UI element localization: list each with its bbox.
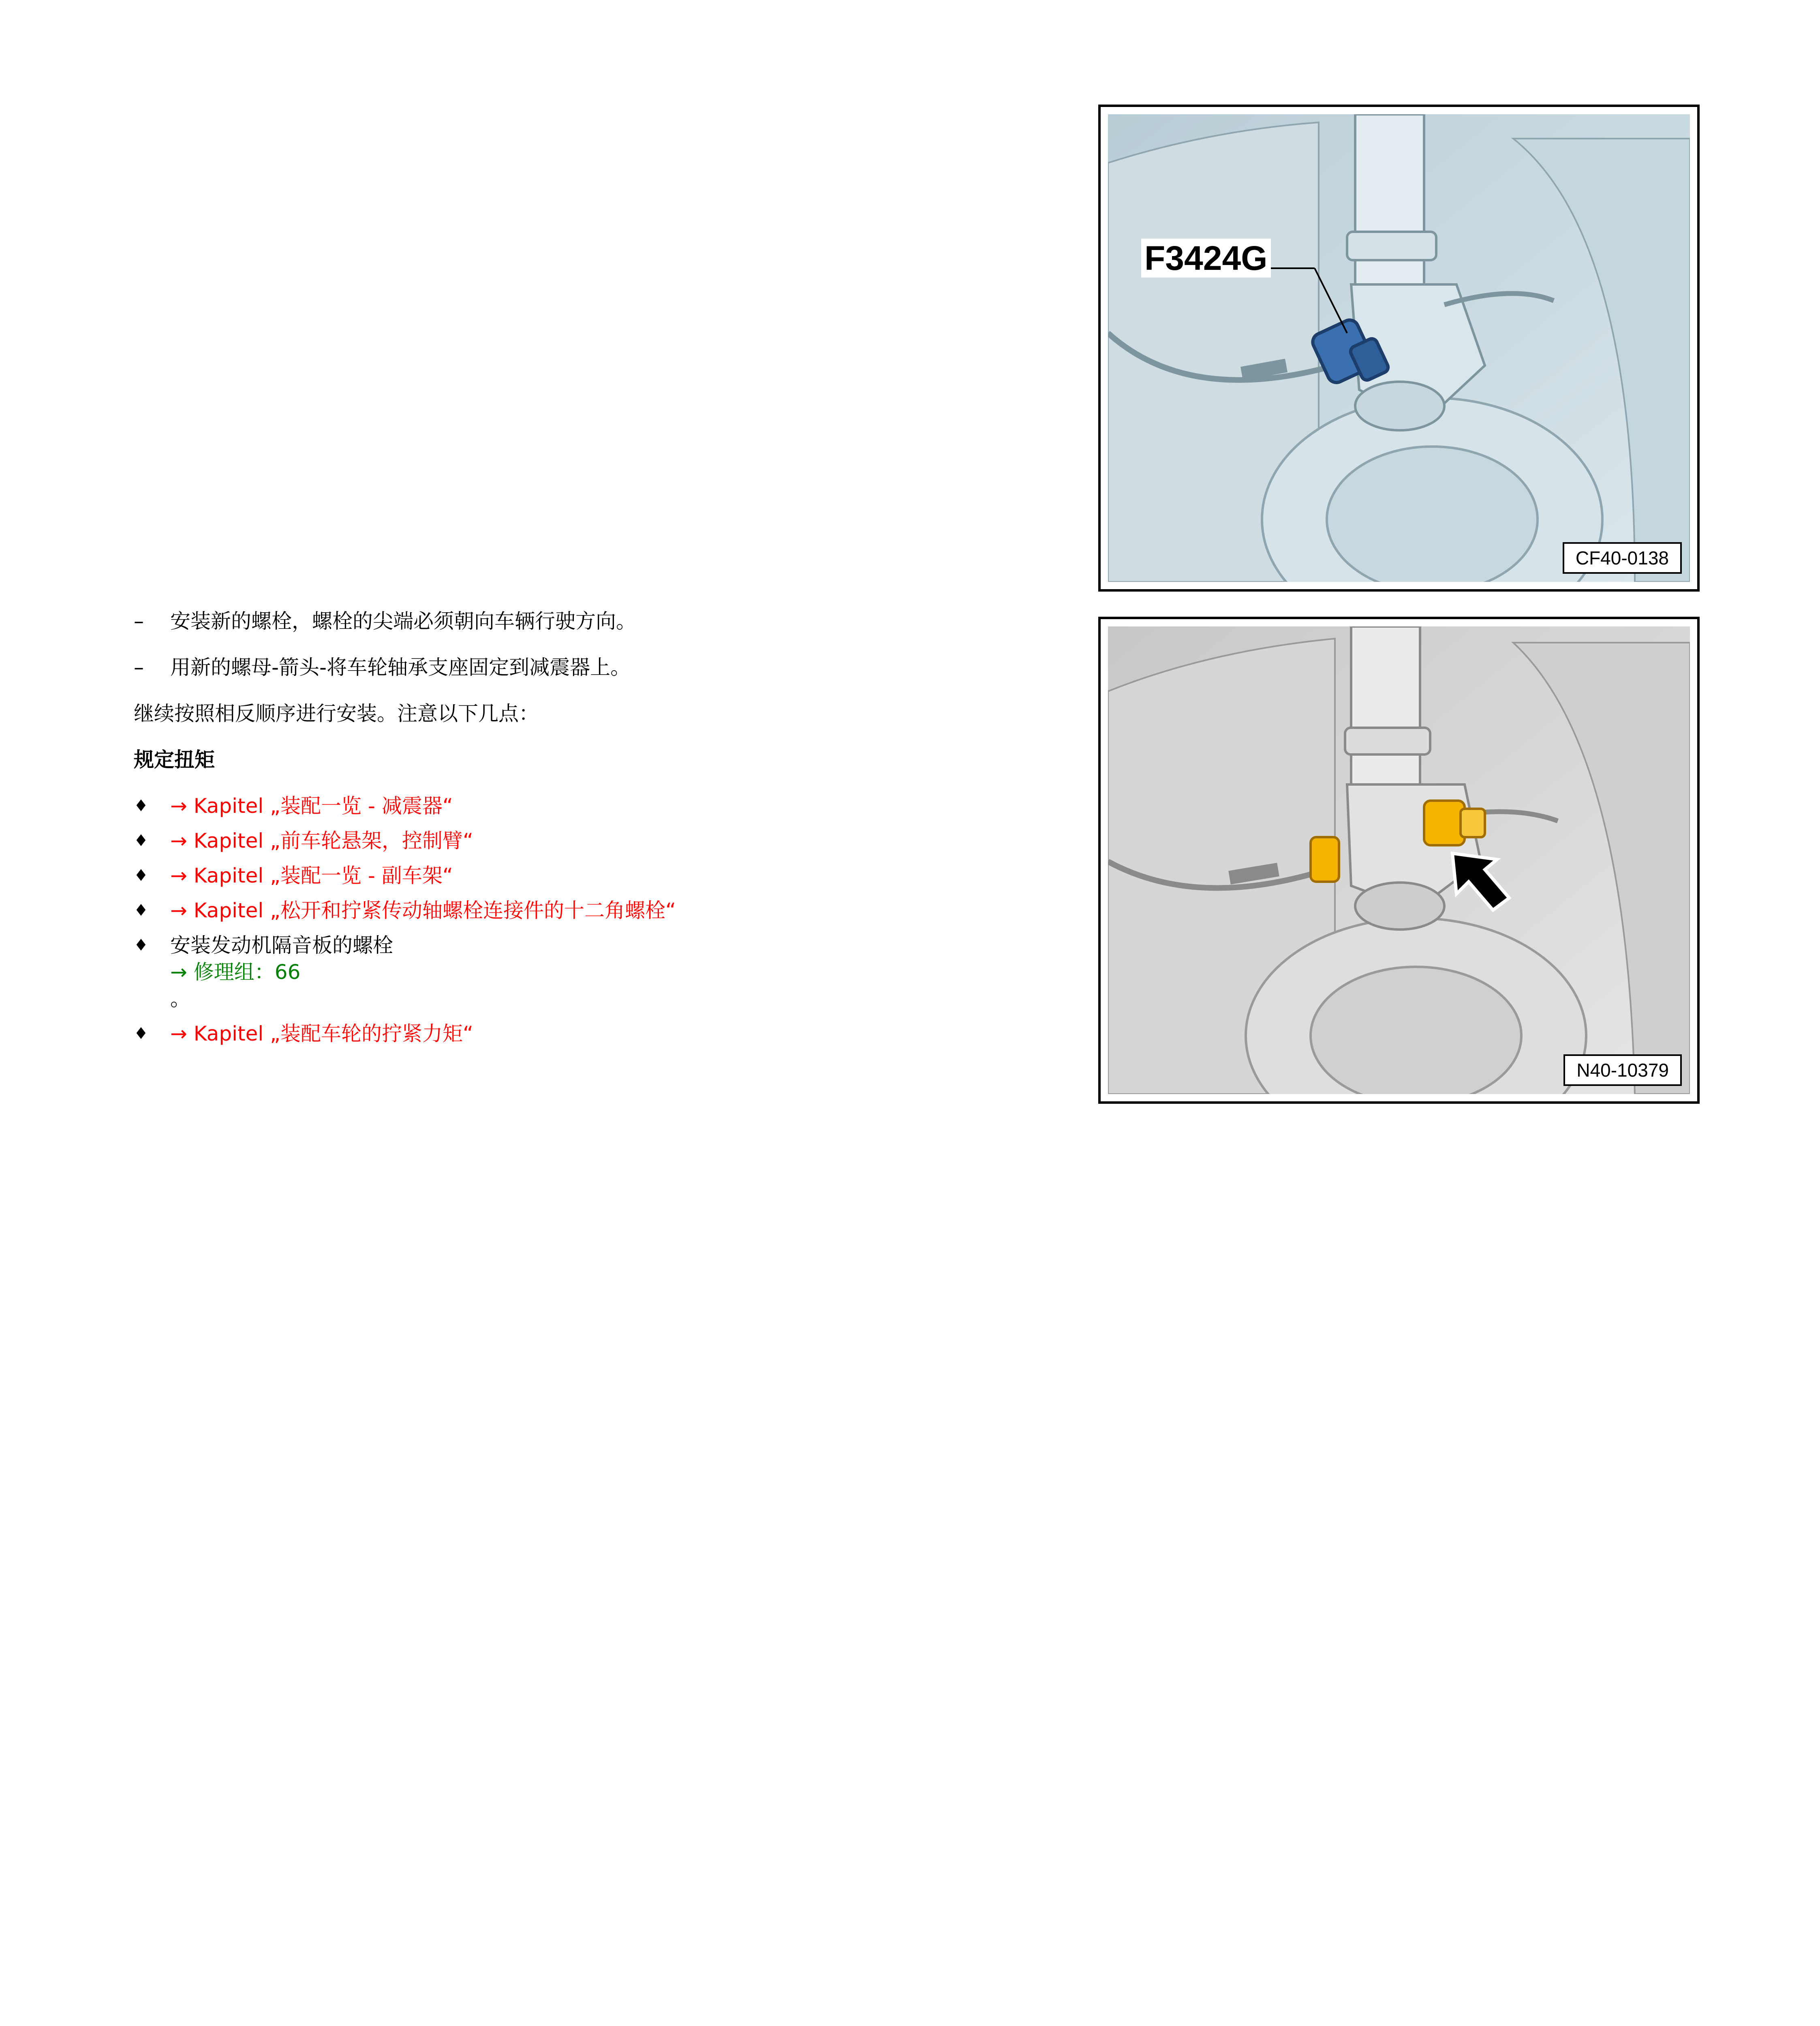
- step-marker: –: [134, 656, 144, 679]
- bullet-icon: ♦: [134, 831, 148, 850]
- repair-group-link[interactable]: → 修理组：66: [170, 960, 301, 984]
- list-item: [134, 1020, 1066, 1047]
- figure-tool-install: [1098, 105, 1700, 592]
- continue-paragraph: 继续按照相反顺序进行安装。注意以下几点：: [134, 702, 539, 725]
- engine-cover-bolts-text: 安装发动机隔音板的螺栓: [170, 934, 393, 957]
- list-item: [134, 827, 1066, 854]
- bullet-icon: ♦: [134, 797, 148, 815]
- figure-nut-arrow: [1098, 617, 1700, 1104]
- torque-list: [134, 793, 1066, 1047]
- list-item: [134, 793, 1066, 819]
- list-item: [134, 932, 1066, 1012]
- instructions: [134, 608, 1066, 1055]
- figure-code-label: N40-10379: [1563, 1054, 1682, 1086]
- bullet-icon: ♦: [134, 1024, 148, 1043]
- tool-part-label: F3424G: [1141, 239, 1271, 278]
- step-marker: –: [134, 609, 144, 633]
- step-fix-nut: [134, 654, 1066, 681]
- step-install-bolt: [134, 608, 1066, 635]
- list-item: [134, 897, 1066, 924]
- list-item: [134, 862, 1066, 889]
- chapter-link-wheel-torque[interactable]: → Kapitel „装配车轮的拧紧力矩“: [170, 1022, 473, 1045]
- bolt-head: [1311, 837, 1339, 882]
- bullet-icon: ♦: [134, 936, 148, 955]
- chapter-link-subframe[interactable]: → Kapitel „装配一览 - 副车架“: [170, 864, 453, 887]
- torque-heading: 规定扭矩: [134, 748, 215, 772]
- step-text: 用新的螺母-箭头-将车轮轴承支座固定到减震器上。: [170, 656, 631, 679]
- figure-tool-illustration: [1108, 114, 1690, 582]
- bullet-icon: ♦: [134, 866, 148, 885]
- step-text: 安装新的螺栓，螺栓的尖端必须朝向车辆行驶方向。: [170, 609, 636, 633]
- chapter-link-shock-absorber[interactable]: → Kapitel „装配一览 - 减震器“: [170, 794, 453, 818]
- figure-nut-illustration: [1108, 626, 1690, 1094]
- bullet-icon: ♦: [134, 901, 148, 920]
- engine-item-suffix: 。: [170, 987, 190, 1011]
- chapter-link-control-arm[interactable]: → Kapitel „前车轮悬架，控制臂“: [170, 829, 473, 853]
- chapter-link-driveshaft-bolts[interactable]: → Kapitel „松开和拧紧传动轴螺栓连接件的十二角螺栓“: [170, 899, 676, 922]
- figure-code-label: CF40-0138: [1563, 542, 1682, 574]
